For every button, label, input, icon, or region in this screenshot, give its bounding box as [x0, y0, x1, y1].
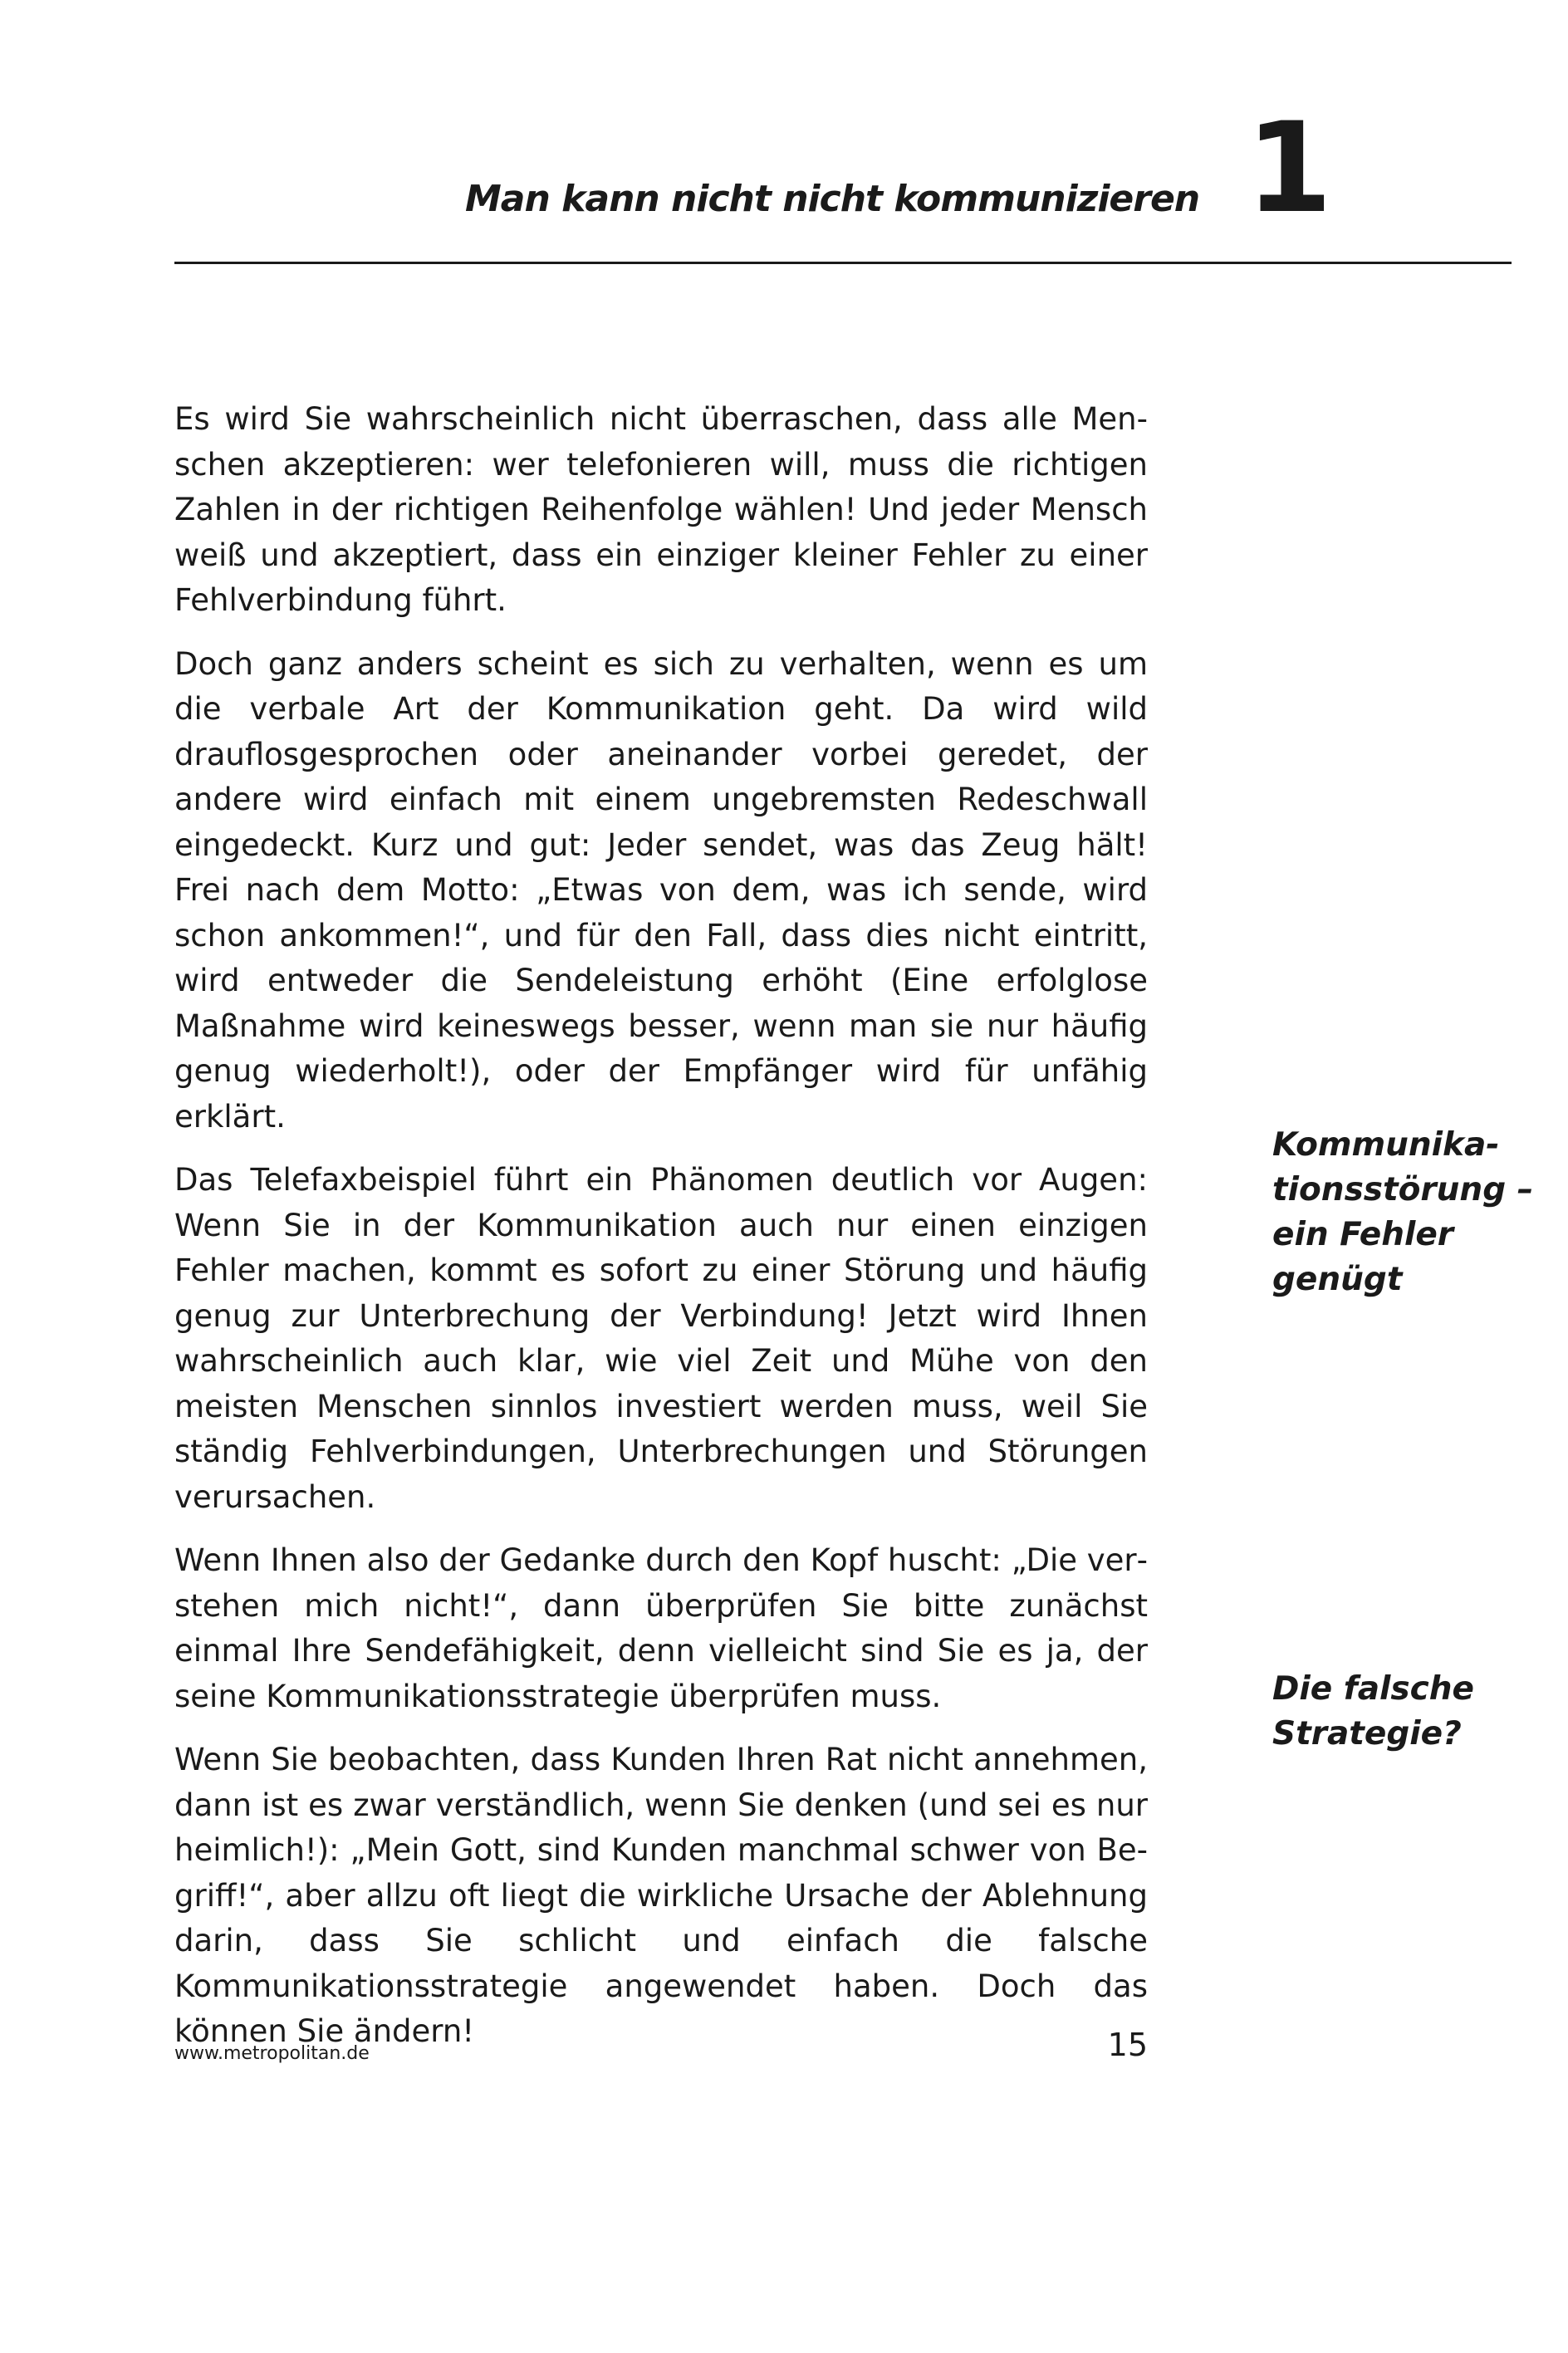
paragraph-2: Doch ganz anders scheint es sich zu verhalten, wenn es um die verbale Art der Kommunikation geht. Da wird wild drauflosgesprochen oder aneinander vorbei geredet, der andere wird einfach mit einem ungebremsten Redeschwall eingedeckt. Kurz und gut: Jeder sendet, was das Zeug hält! Frei nach dem Motto: „Etwas von dem, was ich sende, wird schon ankommen!“, und für den Fall, dass dies nicht eintritt, wird entweder die Sendeleistung erhöht (Eine erfolglose Maßnahme wird keineswegs besser, wenn man sie nur häufig genug wiederholt!), oder der Empfänger wird für unfähig erklärt.: [174, 645, 1148, 1135]
chapter-number: 1: [1246, 96, 1333, 241]
margin-note-line: Kommunika-: [1272, 1126, 1500, 1164]
header-rule: [174, 262, 1512, 264]
margin-note-falsche-strategie: [1272, 1667, 1538, 1757]
margin-note-kommunikationsstoerung: [1272, 1123, 1538, 1302]
margin-note-line: tionsstörung –: [1272, 1171, 1534, 1208]
margin-note-line: genügt: [1272, 1261, 1403, 1298]
body-text: [174, 397, 1148, 2073]
paragraph-3: Das Telefaxbeispiel führt ein Phänomen deutlich vor Augen: Wenn Sie in der Kommunikation auch nur einen einzigen Fehler machen, kommt es sofort zu einer Störung und häufig genug zur Unterbrechung der Verbindung! Jetzt wird Ihnen wahrscheinlich auch klar, wie viel Zeit und Mühe von den meisten Menschen sinnlos investiert werden muss, weil Sie ständig Fehlverbindungen, Unterbrechungen und Störungen verursachen.: [174, 1162, 1148, 1515]
page-number: 15: [1107, 2027, 1148, 2063]
paragraph-1: Es wird Sie wahrscheinlich nicht überraschen, dass alle Menschen akzeptieren: wer telefonieren will, muss die richtigen Zahlen in der richtigen Reihenfolge wählen! Und jeder Mensch weiß und akzeptiert, dass ein einziger kleiner Fehler zu einer Fehlverbindung führt.: [174, 401, 1148, 618]
footer-url: www.metropolitan.de: [174, 2043, 370, 2064]
margin-note-line: Die falsche: [1272, 1670, 1474, 1708]
paragraph-5: Wenn Sie beobachten, dass Kunden Ihren Rat nicht annehmen, dann ist es zwar verständlich, wenn Sie denken (und sei es nur heimlich!): „Mein Gott, sind Kunden manchmal schwer von Begriff!“, aber allzu oft liegt die wirkliche Ursache der Ablehnung darin, dass Sie schlicht und einfach die falsche Kommunikationsstrategie angewendet haben. Doch das können Sie ändern!: [174, 1742, 1148, 2049]
chapter-title: Man kann nicht nicht kommunizieren: [465, 178, 1200, 220]
margin-note-line: ein Fehler: [1272, 1216, 1454, 1253]
paragraph-4: Wenn Ihnen also der Gedanke durch den Kopf huscht: „Die verstehen mich nicht!“, dann überprüfen Sie bitte zunächst einmal Ihre Sendefähigkeit, denn vielleicht sind Sie es ja, der seine Kommunikationsstrategie überprüfen muss.: [174, 1542, 1148, 1714]
margin-note-line: Strategie?: [1272, 1715, 1462, 1752]
